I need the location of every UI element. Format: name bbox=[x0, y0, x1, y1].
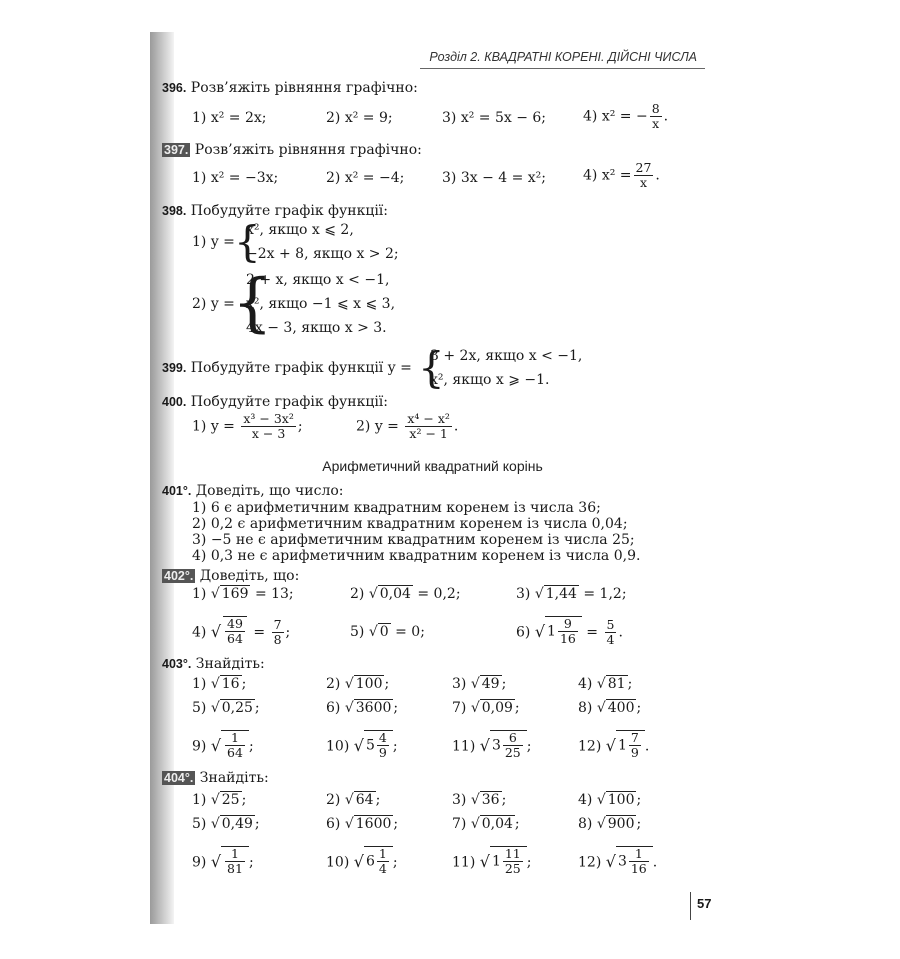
fraction bbox=[225, 847, 245, 876]
radical: √ 5 $\frac{4}{9}$ bbox=[354, 730, 393, 760]
item-number: 1) bbox=[192, 676, 207, 692]
fraction bbox=[377, 731, 389, 760]
radicand: 81 bbox=[607, 676, 626, 692]
whole-part: 5 bbox=[365, 737, 375, 754]
problem-number: 403°. bbox=[162, 657, 192, 671]
denominator: 9 bbox=[378, 745, 387, 760]
result: = 1,2; bbox=[583, 586, 627, 602]
radicand: 3600 bbox=[355, 700, 392, 716]
radicand: 0,04 bbox=[379, 586, 411, 602]
mixed-number bbox=[221, 846, 249, 876]
problem-statement: Побудуйте графік функції y = bbox=[190, 360, 412, 376]
problem-398 bbox=[162, 203, 388, 219]
header-rule bbox=[420, 68, 705, 69]
mixed-number bbox=[490, 846, 527, 876]
result: = 0; bbox=[395, 624, 425, 640]
identity: 5) √ 0 = 0; bbox=[350, 624, 425, 640]
mixed-number bbox=[364, 846, 393, 876]
radical-item: 1) √ 25 ; bbox=[192, 792, 247, 808]
radical-item: 9) √ $\frac{1}{64}$ ; bbox=[192, 730, 254, 760]
denominator: 9 bbox=[630, 745, 639, 760]
problem-statement: Знайдіть: bbox=[195, 656, 265, 672]
problem-number: 401°. bbox=[162, 484, 192, 498]
radical-item: 6) √ 3600 ; bbox=[326, 700, 399, 716]
numerator: 1 bbox=[629, 847, 649, 862]
whole-part: 1 bbox=[491, 853, 501, 870]
mixed-number bbox=[616, 846, 653, 876]
item-number: 10) bbox=[326, 854, 350, 871]
equation: 4) x² = − $\frac{8}{x}$ . bbox=[583, 101, 669, 131]
statement-item: 2) 0,2 є арифметичним квадратним коренем із числа 0,04; bbox=[192, 516, 628, 532]
numerator: 1 bbox=[378, 846, 387, 861]
identity: 2) √ 0,04 = 0,2; bbox=[350, 586, 461, 602]
radicand: 16 bbox=[221, 676, 240, 692]
radical: √ 3 $\frac{1}{16}$ bbox=[606, 846, 653, 876]
radicand: 169 bbox=[221, 586, 249, 602]
result: = 0,2; bbox=[417, 586, 461, 602]
radicand: 900 bbox=[607, 816, 635, 832]
radicand: 0,09 bbox=[481, 700, 513, 716]
mixed-number bbox=[490, 730, 527, 760]
problem-number: 400. bbox=[162, 395, 187, 409]
expression: 2) y = $\frac{\text{x⁴ − x²}}{\text{x² − 1}}$ . bbox=[356, 411, 459, 441]
problem-396 bbox=[162, 80, 418, 96]
radical-item: 10) √ 6 $\frac{1}{4}$ ; bbox=[326, 846, 398, 876]
problem-403 bbox=[162, 656, 265, 672]
radical-item: 6) √ 1600 ; bbox=[326, 816, 399, 832]
item-number: 6) bbox=[326, 816, 341, 832]
fraction bbox=[503, 731, 523, 760]
item-number: 3) bbox=[452, 792, 467, 808]
item-number: 11) bbox=[452, 738, 476, 755]
radicand: 25 bbox=[221, 792, 240, 808]
denominator: x − 3 bbox=[251, 426, 286, 441]
radical-item: 11) √ 3 $\frac{6}{25}$ ; bbox=[452, 730, 532, 760]
result: = 13; bbox=[254, 586, 294, 602]
fraction bbox=[629, 731, 641, 760]
radicand: 64 bbox=[355, 792, 374, 808]
problem-statement: Знайдіть: bbox=[199, 770, 269, 786]
item-number: 7) bbox=[452, 816, 467, 832]
fraction bbox=[223, 616, 247, 646]
numerator: x⁴ − x² bbox=[407, 411, 450, 426]
mixed-number bbox=[364, 730, 393, 760]
problem-number: 399. bbox=[162, 361, 187, 375]
item-number: 3) bbox=[516, 586, 531, 602]
problem-399 bbox=[162, 360, 412, 376]
radical-item: 12) √ 1 $\frac{7}{9}$ . bbox=[578, 730, 650, 760]
radical-item: 4) √ 81 ; bbox=[578, 676, 633, 692]
denominator: 64 bbox=[227, 631, 243, 646]
numerator: 1 bbox=[225, 847, 245, 862]
denominator: 4 bbox=[378, 861, 387, 876]
radical: √ 3 $\frac{6}{25}$ bbox=[480, 730, 527, 760]
item-number: 5) bbox=[192, 700, 207, 716]
identity: 1) √ 169 = 13; bbox=[192, 586, 294, 602]
radical: √ $\frac{1}{64}$ bbox=[211, 730, 249, 760]
problem-number: 398. bbox=[162, 204, 187, 218]
statement-item: 4) 0,3 не є арифметичним квадратним коренем із числа 0,9. bbox=[192, 548, 641, 564]
piecewise-case: x², якщо x ⩾ −1. bbox=[430, 372, 550, 388]
radicand: 0,49 bbox=[221, 816, 253, 832]
radical-item: 11) √ 1 $\frac{11}{25}$ ; bbox=[452, 846, 532, 876]
radicand: 0,25 bbox=[221, 700, 253, 716]
numerator: 5 bbox=[606, 617, 615, 632]
denominator: 64 bbox=[227, 745, 243, 760]
fraction bbox=[241, 412, 296, 441]
radicand: 100 bbox=[355, 676, 383, 692]
radical-item: 8) √ 400 ; bbox=[578, 700, 642, 716]
denominator: x² − 1 bbox=[409, 426, 448, 441]
equation: 4) x² = $\frac{27}{x}$ . bbox=[583, 160, 660, 190]
equation-lhs: 4) x² = − bbox=[583, 108, 648, 125]
numerator: 4 bbox=[378, 730, 387, 745]
item-number: 8) bbox=[578, 816, 593, 832]
radicand: 1,44 bbox=[545, 586, 577, 602]
radical-item: 7) √ 0,04 ; bbox=[452, 816, 520, 832]
item-number: 2) bbox=[326, 676, 341, 692]
problem-statement: Побудуйте графік функції: bbox=[190, 203, 388, 219]
radical-item: 5) √ 0,25 ; bbox=[192, 700, 260, 716]
whole-part: 1 bbox=[547, 623, 556, 640]
brace: { bbox=[418, 343, 445, 392]
piecewise-case: 4x − 3, якщо x > 3. bbox=[246, 320, 387, 336]
radicand: 36 bbox=[481, 792, 500, 808]
numerator: x³ − 3x² bbox=[243, 411, 294, 426]
problem-number: 397. bbox=[164, 143, 189, 157]
function-label: 1) y = bbox=[192, 234, 235, 250]
item-number: 7) bbox=[452, 700, 467, 716]
mixed-number bbox=[221, 730, 249, 760]
identity: 4) √ $\frac{49}{64}$ = $\frac{7}{8}$ ; bbox=[192, 616, 291, 647]
item-number: 2) bbox=[350, 586, 365, 602]
fraction bbox=[405, 412, 452, 441]
problem-402 bbox=[162, 568, 299, 584]
problem-statement: Доведіть, що: bbox=[199, 568, 300, 584]
fraction bbox=[225, 731, 245, 760]
statement-item: 3) −5 не є арифметичним квадратним коренем із числа 25; bbox=[192, 532, 635, 548]
radicand: 400 bbox=[607, 700, 635, 716]
numerator: 1 bbox=[225, 731, 245, 746]
problem-statement: Доведіть, що число: bbox=[195, 483, 344, 499]
radical-item: 10) √ 5 $\frac{4}{9}$ ; bbox=[326, 730, 398, 760]
equation: 3) 3x − 4 = x²; bbox=[442, 170, 547, 186]
item-number: 6) bbox=[326, 700, 341, 716]
piecewise-case: x², якщо −1 ⩽ x ⩽ 3, bbox=[246, 296, 396, 312]
mixed-number bbox=[616, 730, 645, 760]
fraction bbox=[272, 618, 284, 647]
radicand: 1600 bbox=[355, 816, 392, 832]
numerator: 7 bbox=[630, 730, 639, 745]
numerator: 7 bbox=[273, 617, 282, 632]
problem-404 bbox=[162, 770, 269, 786]
radical: √ 6 $\frac{1}{4}$ bbox=[354, 846, 393, 876]
equation: 2) x² = −4; bbox=[326, 170, 405, 186]
problem-statement: Розв’яжіть рівняння графічно: bbox=[190, 80, 418, 96]
problem-number: 404°. bbox=[164, 771, 194, 785]
numerator: 9 bbox=[558, 617, 578, 632]
fraction bbox=[605, 618, 617, 647]
problem-statement: Розв’яжіть рівняння графічно: bbox=[194, 142, 422, 158]
function-label: 2) y = bbox=[192, 296, 235, 312]
fraction bbox=[634, 161, 654, 190]
whole-part: 6 bbox=[365, 853, 375, 870]
brace: { bbox=[232, 266, 273, 340]
brace: { bbox=[234, 217, 261, 266]
statement-item: 1) 6 є арифметичним квадратним коренем із числа 36; bbox=[192, 500, 601, 516]
piecewise-case: 3 + 2x, якщо x < −1, bbox=[430, 348, 583, 364]
problem-397 bbox=[162, 142, 422, 158]
radicand: 100 bbox=[607, 792, 635, 808]
denominator: x bbox=[639, 175, 647, 190]
radical-item: 2) √ 64 ; bbox=[326, 792, 381, 808]
radical-item: 4) √ 100 ; bbox=[578, 792, 642, 808]
radical-item: 2) √ 100 ; bbox=[326, 676, 390, 692]
function-label: 2) y = bbox=[356, 418, 399, 435]
equation-lhs: 4) x² = bbox=[583, 167, 632, 184]
denominator: 81 bbox=[227, 861, 243, 876]
item-number: 12) bbox=[578, 738, 602, 755]
item-number: 9) bbox=[192, 854, 207, 871]
radical-item: 9) √ $\frac{1}{81}$ ; bbox=[192, 846, 254, 876]
identity: 3) √ 1,44 = 1,2; bbox=[516, 586, 627, 602]
whole-part: 1 bbox=[617, 737, 627, 754]
fraction bbox=[503, 847, 523, 876]
expression: 1) y = $\frac{\text{x³ − 3x²}}{x - 3}$ ; bbox=[192, 411, 303, 441]
radical: √ 1 $\frac{7}{9}$ bbox=[606, 730, 645, 760]
problem-401 bbox=[162, 483, 344, 499]
numerator: 6 bbox=[503, 731, 523, 746]
numerator: 49 bbox=[227, 616, 243, 631]
running-header: Розділ 2. КВАДРАТНІ КОРЕНІ. ДІЙСНІ ЧИСЛА bbox=[429, 50, 697, 64]
item-number: 1) bbox=[192, 792, 207, 808]
item-number: 1) bbox=[192, 586, 207, 602]
radical-item: 7) √ 0,09 ; bbox=[452, 700, 520, 716]
denominator: 25 bbox=[504, 745, 521, 760]
item-number: 11) bbox=[452, 854, 476, 871]
whole-part: 3 bbox=[617, 853, 627, 870]
radical-item: 5) √ 0,49 ; bbox=[192, 816, 260, 832]
equation: 3) x² = 5x − 6; bbox=[442, 110, 547, 126]
whole-part: 3 bbox=[491, 737, 501, 754]
piecewise-case: −2x + 8, якщо x > 2; bbox=[246, 246, 399, 262]
radicand: 0 bbox=[379, 624, 389, 640]
radical: √ $\frac{1}{81}$ bbox=[211, 846, 249, 876]
numerator: 11 bbox=[504, 846, 521, 861]
problem-number: 402°. bbox=[164, 569, 194, 583]
radicand: 0,04 bbox=[481, 816, 513, 832]
item-number: 9) bbox=[192, 738, 207, 755]
problem-400 bbox=[162, 394, 388, 410]
equation: 1) x² = 2x; bbox=[192, 110, 267, 126]
radical-item: 8) √ 900 ; bbox=[578, 816, 642, 832]
fraction bbox=[377, 847, 389, 876]
numerator: 8 bbox=[651, 101, 660, 116]
item-number: 4) bbox=[578, 792, 593, 808]
section-title: Арифметичний квадратний корінь bbox=[322, 458, 543, 474]
radical-item: 1) √ 16 ; bbox=[192, 676, 247, 692]
piecewise-case: x², якщо x ⩽ 2, bbox=[246, 222, 354, 238]
denominator: 16 bbox=[630, 861, 647, 876]
page-number: 57 bbox=[690, 892, 727, 920]
piecewise-case: 2 + x, якщо x < −1, bbox=[246, 272, 390, 288]
item-number: 2) bbox=[326, 792, 341, 808]
equation: 1) x² = −3x; bbox=[192, 170, 279, 186]
problem-number: 396. bbox=[162, 81, 187, 95]
item-number: 4) bbox=[578, 676, 593, 692]
radical-item: 3) √ 49 ; bbox=[452, 676, 507, 692]
radical: √ $\frac{49}{64}$ bbox=[211, 616, 249, 646]
item-number: 5) bbox=[350, 624, 365, 640]
radical: √ 1 $\frac{9}{16}$ bbox=[535, 616, 582, 646]
item-number: 6) bbox=[516, 624, 531, 641]
item-number: 8) bbox=[578, 700, 593, 716]
item-number: 10) bbox=[326, 738, 350, 755]
radical-item: 3) √ 36 ; bbox=[452, 792, 507, 808]
item-number: 3) bbox=[452, 676, 467, 692]
fraction bbox=[650, 102, 662, 131]
fraction bbox=[629, 847, 649, 876]
fraction bbox=[558, 617, 578, 646]
denominator: 16 bbox=[559, 631, 576, 646]
denominator: x bbox=[652, 116, 660, 131]
textbook-page bbox=[160, 40, 712, 920]
radical: √ 1 $\frac{11}{25}$ bbox=[480, 846, 527, 876]
radicand: 49 bbox=[481, 676, 500, 692]
radical-item: 12) √ 3 $\frac{1}{16}$ . bbox=[578, 846, 658, 876]
item-number: 12) bbox=[578, 854, 602, 871]
numerator: 27 bbox=[635, 160, 652, 175]
item-number: 5) bbox=[192, 816, 207, 832]
denominator: 8 bbox=[273, 632, 282, 647]
identity: 6) √ 1 $\frac{9}{16}$ = $\frac{5}{4}$ . bbox=[516, 616, 623, 647]
function-label: 1) y = bbox=[192, 418, 235, 435]
item-number: 4) bbox=[192, 624, 207, 641]
equation: 2) x² = 9; bbox=[326, 110, 393, 126]
denominator: 4 bbox=[606, 632, 615, 647]
denominator: 25 bbox=[504, 861, 521, 876]
problem-statement: Побудуйте графік функції: bbox=[190, 394, 388, 410]
mixed-number bbox=[545, 616, 582, 646]
